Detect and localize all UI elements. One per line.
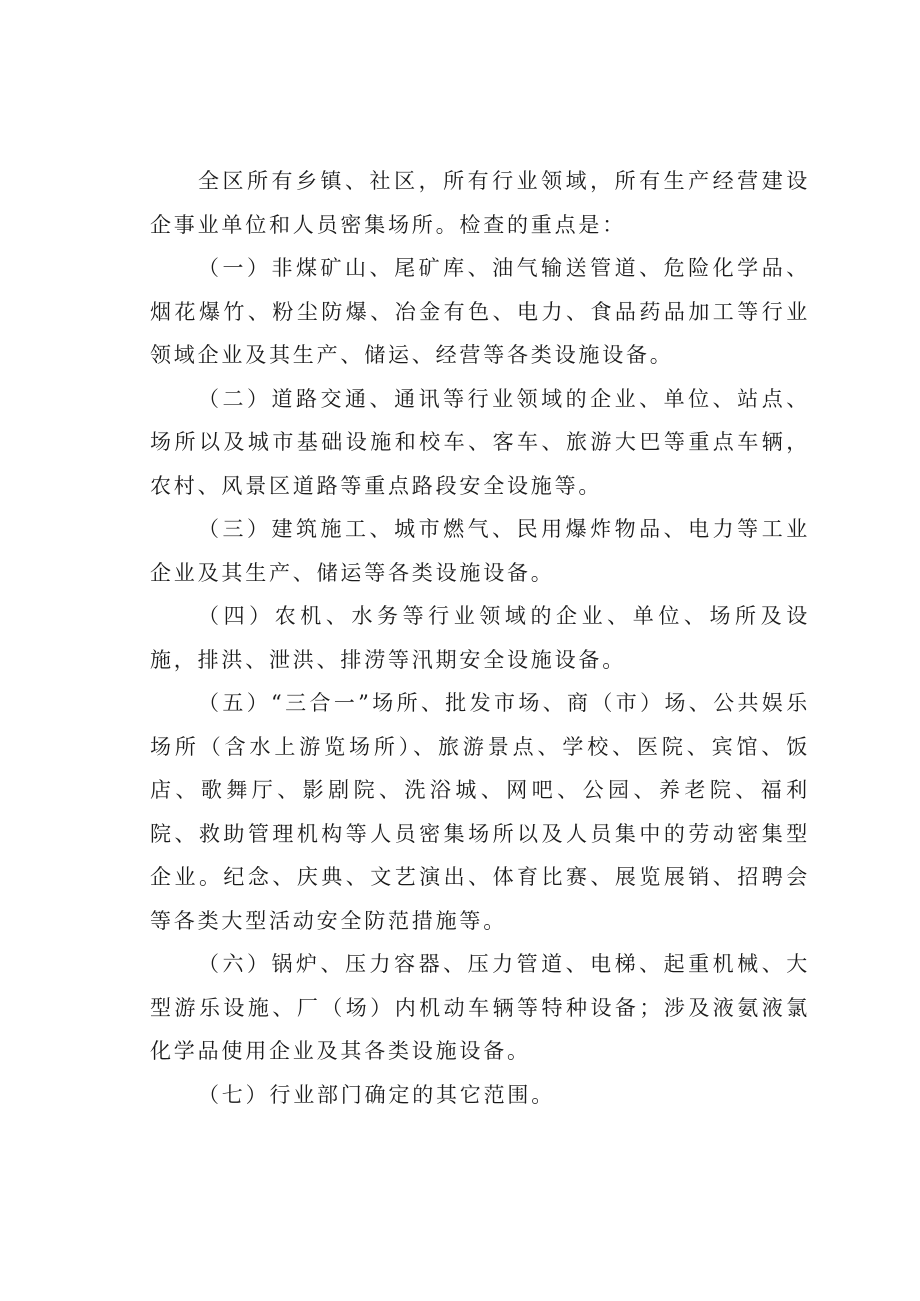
item-paragraph-6: （六）锅炉、压力容器、压力管道、电梯、起重机械、大型游乐设施、厂（场）内机动车辆等特种设备；涉及液氨液氯化学品使用企业及其各类设施设备。 [150, 952, 810, 1063]
item-paragraph-3: （三）建筑施工、城市燃气、民用爆炸物品、电力等工业企业及其生产、储运等各类设施设备。 [150, 517, 810, 585]
item-paragraph-1: （一）非煤矿山、尾矿库、油气输送管道、危险化学品、烟花爆竹、粉尘防爆、冶金有色、电力、食品药品加工等行业领域企业及其生产、储运、经营等各类设施设备。 [150, 256, 810, 367]
document-page [150, 160, 810, 1117]
item-paragraph-5: （五）“三合一”场所、批发市场、商（市）场、公共娱乐场所（含水上游览场所）、旅游景点、学校、医院、宾馆、饭店、歌舞厅、影剧院、洗浴城、网吧、公园、养老院、福利院、救助管理机构等人员密集场所以及人员集中的劳动密集型企业。纪念、庆典、文艺演出、体育比赛、展览展销、招聘会等各类大型活动安全防范措施等。 [150, 691, 810, 933]
item-paragraph-2: （二）道路交通、通讯等行业领域的企业、单位、站点、场所以及城市基础设施和校车、客车、旅游大巴等重点车辆，农村、风景区道路等重点路段安全设施等。 [150, 386, 810, 498]
intro-paragraph: 全区所有乡镇、社区，所有行业领域，所有生产经营建设企事业单位和人员密集场所。检查的重点是： [150, 169, 810, 237]
item-paragraph-7: （七）行业部门确定的其它范围。 [198, 1082, 555, 1107]
item-paragraph-4: （四）农机、水务等行业领域的企业、单位、场所及设施，排洪、泄洪、排涝等汛期安全设施设备。 [150, 604, 810, 672]
